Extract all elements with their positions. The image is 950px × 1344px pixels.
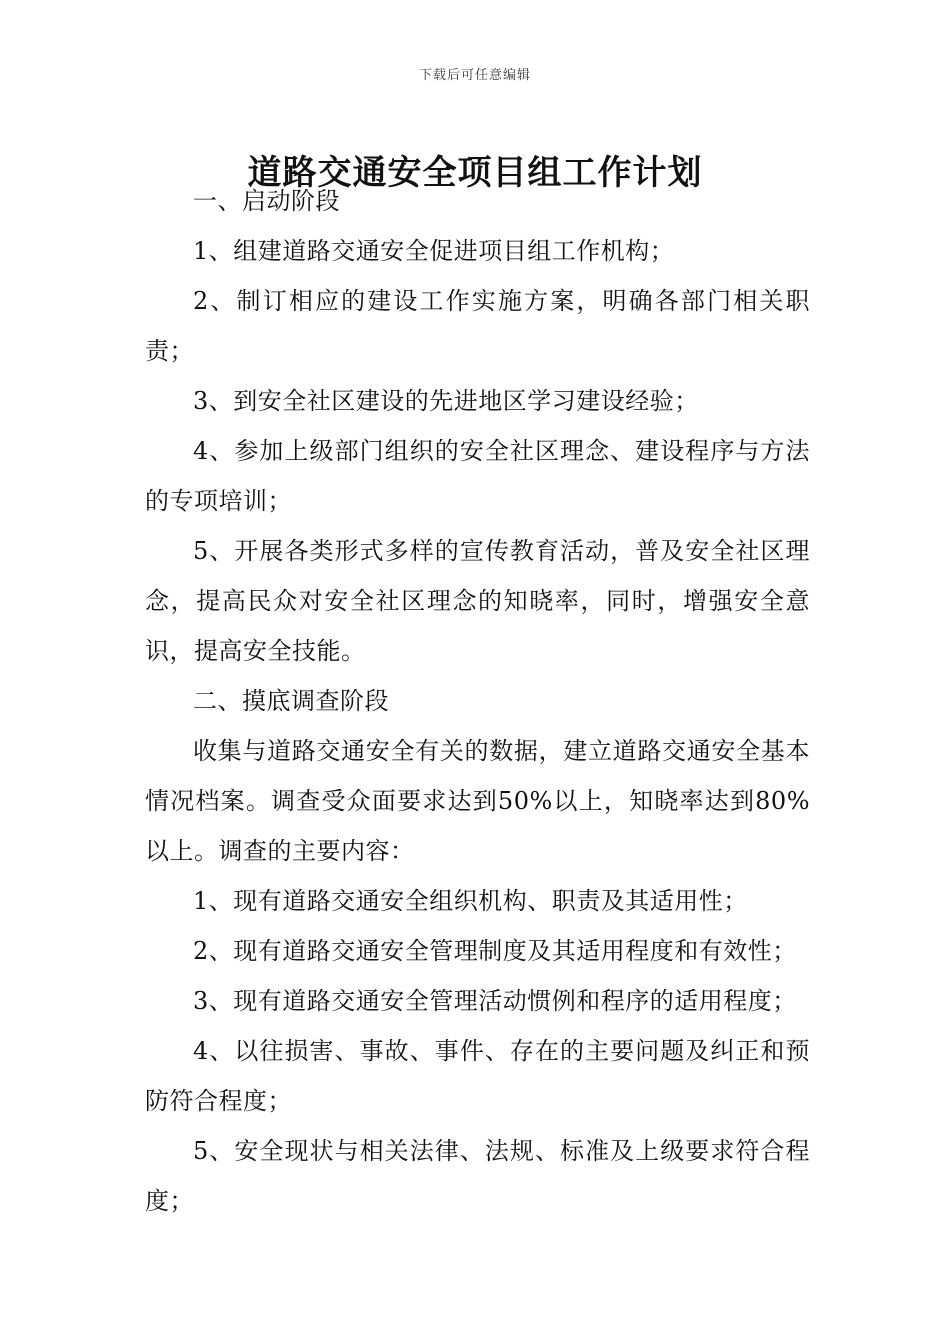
list-item: 3、到安全社区建设的先进地区学习建设经验； — [193, 387, 699, 415]
list-item: 5、安全现状与相关法律、法规、标准及上级要求符合程度； — [145, 1137, 810, 1215]
list-item: 1、组建道路交通安全促进项目组工作机构； — [193, 237, 675, 265]
list-item: 2、现有道路交通安全管理制度及其适用程度和有效性； — [193, 937, 797, 965]
section-heading-startup: 一、启动阶段 — [193, 187, 340, 215]
document-title: 道路交通安全项目组工作计划 — [247, 152, 703, 193]
list-item: 4、以往损害、事故、事件、存在的主要问题及纠正和预防符合程度； — [145, 1037, 810, 1115]
header-note: 下载后可任意编辑 — [418, 68, 531, 83]
list-item: 2、制订相应的建设工作实施方案，明确各部门相关职责； — [145, 287, 810, 365]
section-heading-survey: 二、摸底调查阶段 — [193, 687, 389, 715]
list-item: 3、现有道路交通安全管理活动惯例和程序的适用程度； — [193, 987, 797, 1015]
body-paragraph: 收集与道路交通安全有关的数据，建立道路交通安全基本情况档案。调查受众面要求达到50%以上，知晓率达到80%以上。调查的主要内容： — [145, 737, 810, 865]
list-item: 1、现有道路交通安全组织机构、职责及其适用性； — [193, 887, 748, 915]
list-item: 5、开展各类形式多样的宣传教育活动，普及安全社区理念，提高民众对安全社区理念的知晓率，同时，增强安全意识，提高安全技能。 — [145, 537, 810, 665]
document-body — [145, 176, 810, 1226]
list-item: 4、参加上级部门组织的安全社区理念、建设程序与方法的专项培训； — [145, 437, 810, 515]
